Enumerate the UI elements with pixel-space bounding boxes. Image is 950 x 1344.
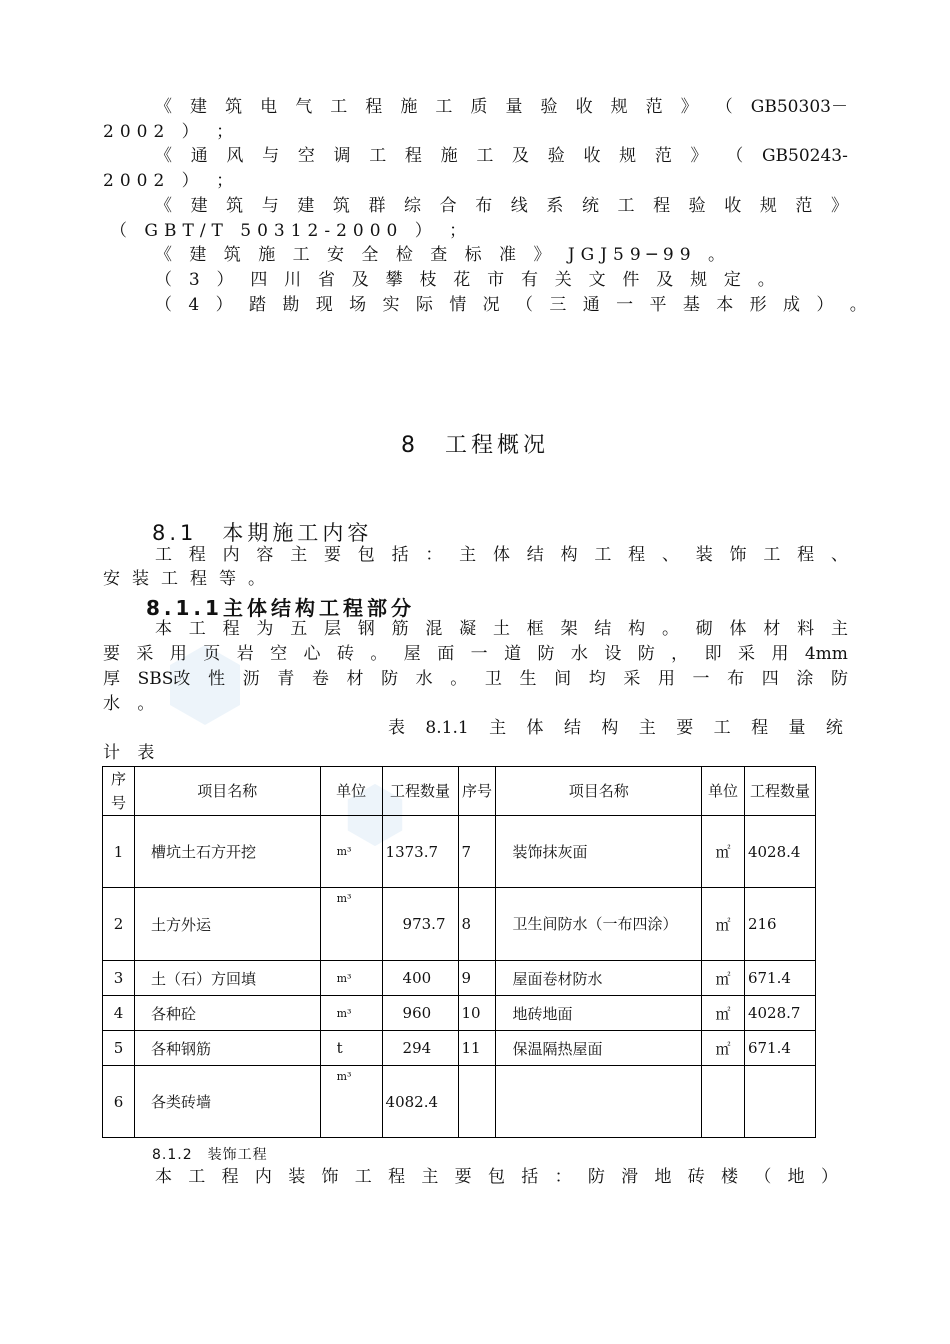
reference-line-3-cont: （ GBT/T 50312-2000 ） ； [110,221,473,241]
subsection-title-2: 8.1.2 装饰工程 [152,1147,268,1163]
reference-line-2: 《 通 风 与 空 调 工 程 施 工 及 验 收 规 范 》 （ GB50243- [155,146,848,166]
cell-no-2: 8 [458,888,496,961]
paragraph-line-4: 水 。 [103,694,161,714]
cell-unit: m³ [320,888,382,961]
cell-no: 1 [103,816,135,888]
cell-unit-2: ㎡ [702,1031,745,1066]
header-no-2: 序号 [458,767,496,816]
header-qty-2: 工程数量 [744,767,815,816]
reference-line-4: 《 建 筑 施 工 安 全 检 查 标 准 》 JGJ59─99 。 [155,245,731,265]
cell-name: 各种钢筋 [134,1031,320,1066]
table-row [103,888,816,961]
cell-unit: t [320,1031,382,1066]
table-header-row [103,767,816,816]
section-text-1: 工 程 内 容 主 要 包 括 ： 主 体 结 构 工 程 、 装 饰 工 程 、 [155,545,848,565]
table-caption-cont: 计 表 [103,743,161,763]
cell-no-2: 11 [458,1031,496,1066]
cell-unit: m³ [320,996,382,1031]
last-paragraph-line: 本 工 程 内 装 饰 工 程 主 要 包 括 ： 防 滑 地 砖 楼 （ 地 ） [155,1167,838,1187]
section-text-2: 安装工程等。 [103,569,277,589]
cell-unit-2: ㎡ [702,888,745,961]
cell-no-2: 10 [458,996,496,1031]
header-qty: 工程数量 [382,767,458,816]
basis-item-4: （ 4 ） 踏 勘 现 场 实 际 情 况 （ 三 通 一 平 基 本 形 成 ） 。 [155,295,867,315]
cell-unit-2: ㎡ [702,816,745,888]
cell-unit-2: ㎡ [702,961,745,996]
paragraph-line-3: 厚 SBS改 性 沥 青 卷 材 防 水 。 卫 生 间 均 采 用 一 布 四 涂 防 [103,669,848,689]
reference-line-1: 《 建 筑 电 气 工 程 施 工 质 量 验 收 规 范 》 （ GB50303－ [155,97,848,117]
cell-no: 5 [103,1031,135,1066]
cell-name-2: 地砖地面 [496,996,702,1031]
cell-unit-2: ㎡ [702,996,745,1031]
cell-name-2: 保温隔热屋面 [496,1031,702,1066]
cell-qty-2: 671.4 [744,1031,815,1066]
cell-no: 2 [103,888,135,961]
cell-name: 土（石）方回填 [134,961,320,996]
cell-qty-2: 4028.4 [744,816,815,888]
section-title: 8.1 本期施工内容 [152,521,373,545]
cell-no: 6 [103,1066,135,1138]
cell-qty: 400 [382,961,458,996]
table-caption: 表 8.1.1 主 体 结 构 主 要 工 程 量 统 [388,718,843,738]
paragraph-line-1: 本 工 程 为 五 层 钢 筋 混 凝 土 框 架 结 构 。 砌 体 材 料 主 [155,619,848,639]
cell-unit: m³ [320,1066,382,1138]
reference-line-1-cont: 2002 ） ； [103,122,240,142]
cell-name: 槽坑土石方开挖 [134,816,320,888]
cell-no: 3 [103,961,135,996]
cell-name-2: 卫生间防水（一布四涂） [496,888,702,961]
cell-name: 各类砖墙 [134,1066,320,1138]
header-no: 序号 [103,767,135,816]
table-row [103,1031,816,1066]
cell-name-2 [496,1066,702,1138]
cell-qty-2: 4028.7 [744,996,815,1031]
cell-qty: 294 [382,1031,458,1066]
reference-line-3: 《 建 筑 与 建 筑 群 综 合 布 线 系 统 工 程 验 收 规 范 》 [155,196,848,216]
table-row [103,1066,816,1138]
cell-qty-2: 216 [744,888,815,961]
cell-no-2 [458,1066,496,1138]
cell-qty: 4082.4 [382,1066,458,1138]
cell-qty: 1373.7 [382,816,458,888]
cell-unit: m³ [320,961,382,996]
cell-unit: m³ [320,816,382,888]
paragraph-line-2: 要 采 用 页 岩 空 心 砖 。 屋 面 一 道 防 水 设 防 ， 即 采 用 4mm [103,644,848,664]
cell-name-2: 屋面卷材防水 [496,961,702,996]
cell-qty: 973.7 [382,888,458,961]
reference-line-2-cont: 2002 ） ； [103,171,240,191]
quantity-table [102,766,816,1138]
cell-qty-2 [744,1066,815,1138]
cell-name: 各种砼 [134,996,320,1031]
chapter-title: 8 工程概况 [401,433,549,458]
cell-no-2: 7 [458,816,496,888]
basis-item-3: （ 3 ） 四 川 省 及 攀 枝 花 市 有 关 文 件 及 规 定 。 [155,270,775,290]
cell-no-2: 9 [458,961,496,996]
cell-qty-2: 671.4 [744,961,815,996]
cell-unit-2 [702,1066,745,1138]
header-unit-2: 单位 [702,767,745,816]
header-name: 项目名称 [134,767,320,816]
table-row [103,816,816,888]
cell-name-2: 装饰抹灰面 [496,816,702,888]
header-name-2: 项目名称 [496,767,702,816]
cell-qty: 960 [382,996,458,1031]
cell-no: 4 [103,996,135,1031]
cell-name: 土方外运 [134,888,320,961]
subsection-title: 8.1.1主体结构工程部分 [146,596,415,620]
header-unit: 单位 [320,767,382,816]
table-row [103,996,816,1031]
table-row [103,961,816,996]
